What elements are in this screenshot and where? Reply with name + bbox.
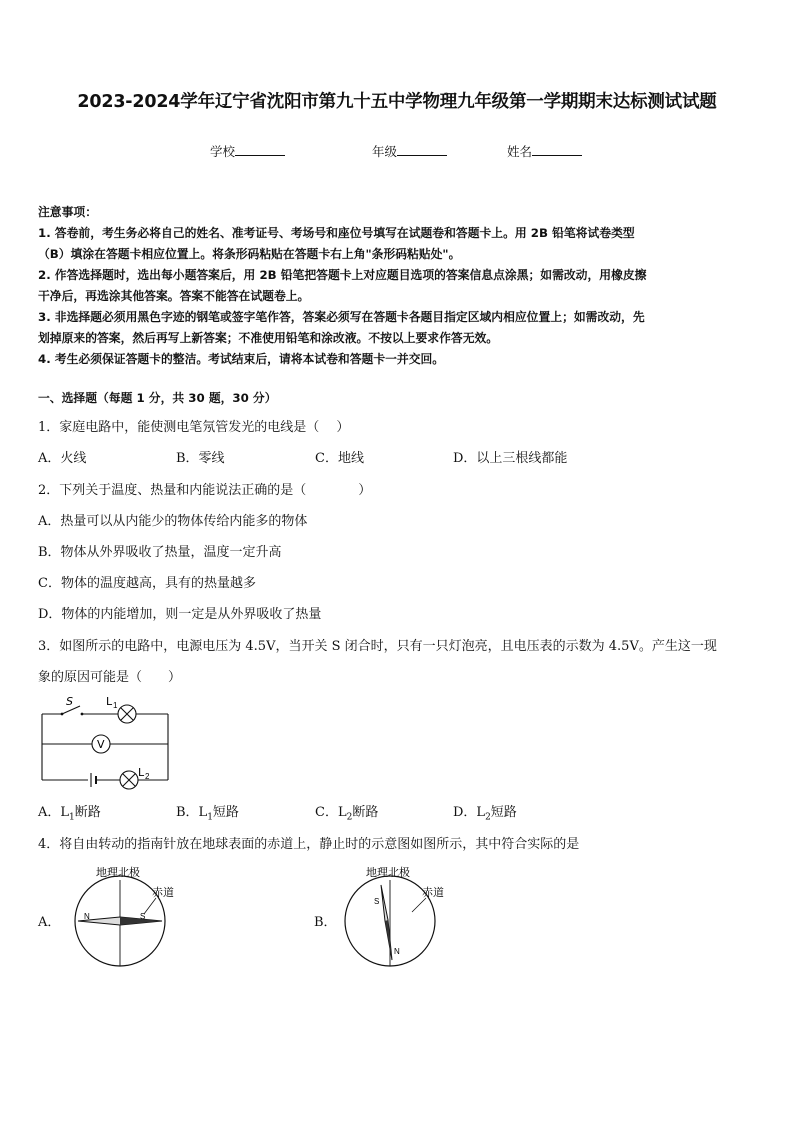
question-1-stem: 1．家庭电路中，能使测电笔氖管发光的电线是（ ）	[38, 420, 350, 435]
q1-option-d: D．以上三根线都能	[453, 451, 568, 466]
q4-option-a-label: A．	[38, 915, 61, 930]
notice-heading: 注意事项：	[38, 205, 97, 219]
needle-n-label: N	[84, 912, 90, 921]
q2-option-c: C．物体的温度越高，具有的热量越多	[38, 576, 256, 591]
school-field	[210, 142, 285, 160]
notice-line: 划掉原来的答案，然后再写上新答案；不准使用铅笔和涂改液。不按以上要求作答无效。	[38, 331, 499, 345]
name-label: 姓名	[507, 144, 533, 159]
q1-option-a: A．火线	[38, 451, 87, 466]
question-3-stem-line2: 象的原因可能是（ ）	[38, 670, 182, 685]
notice-line: （B）填涂在答题卡相应位置上。将条形码粘贴在答题卡右上角"条形码粘贴处"。	[38, 247, 461, 261]
q1-option-b: B．零线	[176, 451, 225, 466]
needle-s-label: S	[374, 897, 380, 906]
q2-option-a: A．热量可以从内能少的物体传给内能多的物体	[38, 514, 308, 529]
name-field	[507, 142, 582, 160]
needle-s-label: S	[140, 912, 146, 921]
q1-option-c: C．地线	[315, 451, 364, 466]
notice-line: 干净后，再选涂其他答案。答案不能答在试题卷上。	[38, 289, 310, 303]
q3-option-b: B．$L_1$短路	[176, 805, 239, 823]
q3-option-a: A．$L_1$断路	[38, 805, 101, 823]
q2-option-b: B．物体从外界吸收了热量，温度一定升高	[38, 545, 282, 560]
circuit-diagram	[36, 690, 176, 790]
school-label: 学校	[210, 144, 236, 159]
notice-line: 2. 作答选择题时，选出每小题答案后，用 2B 铅笔把答题卡上对应题目选项的答案信息点涂黑；如需改动，用橡皮擦	[38, 268, 647, 282]
question-4-stem: 4．将自由转动的指南针放在地球表面的赤道上，静止时的示意图如图所示，其中符合实际的是	[38, 837, 580, 852]
notice-line: 3. 非选择题必须用黑色字迹的钢笔或签字笔作答，答案必须写在答题卡各题目指定区域内相应位置上；如需改动，先	[38, 310, 645, 324]
q2-option-d: D．物体的内能增加，则一定是从外界吸收了热量	[38, 607, 322, 622]
lamp-l2-sub: 2	[145, 772, 150, 781]
switch-label: S	[66, 695, 73, 708]
notice-line: 1. 答卷前，考生务必将自己的姓名、准考证号、考场号和座位号填写在试题卷和答题卡上。用 2B 铅笔将试卷类型	[38, 226, 635, 240]
voltmeter-label: V	[97, 738, 105, 751]
north-pole-label: 地理北极	[366, 866, 410, 879]
equator-label: 赤道	[422, 886, 444, 899]
lamp-l2-label: L	[138, 766, 145, 779]
page-title: 2023-2024学年辽宁省沈阳市第九十五中学物理九年级第一学期期末达标测试试题	[77, 92, 717, 112]
name-blank	[532, 143, 582, 156]
needle-n-label: N	[394, 947, 400, 956]
grade-label: 年级	[372, 144, 398, 159]
notice-line: 4. 考生必须保证答题卡的整洁。考试结束后，请将本试卷和答题卡一并交回。	[38, 352, 445, 366]
north-pole-label: 地理北极	[96, 866, 140, 879]
question-3-stem-line1: 3．如图所示的电路中，电源电压为 4.5V，当开关 S 闭合时，只有一只灯泡亮，且电压表的示数为 4.5V。产生这一现	[38, 639, 717, 654]
equator-label: 赤道	[152, 886, 174, 899]
grade-blank	[397, 143, 447, 156]
lamp-l1-label: L	[106, 695, 113, 708]
grade-field	[372, 142, 447, 160]
q4-option-b-label: B．	[314, 915, 337, 930]
compass-diagram-a	[60, 862, 200, 972]
q3-option-c: C．$L_2$断路	[315, 805, 379, 823]
school-blank	[235, 143, 285, 156]
compass-diagram-b	[330, 862, 470, 972]
q3-option-d: D．$L_2$短路	[453, 805, 517, 823]
lamp-l1-sub: 1	[113, 701, 118, 710]
section-heading: 一、选择题（每题 1 分，共 30 题，30 分）	[38, 391, 277, 405]
question-2-stem: 2．下列关于温度、热量和内能说法正确的是（ ）	[38, 483, 372, 498]
